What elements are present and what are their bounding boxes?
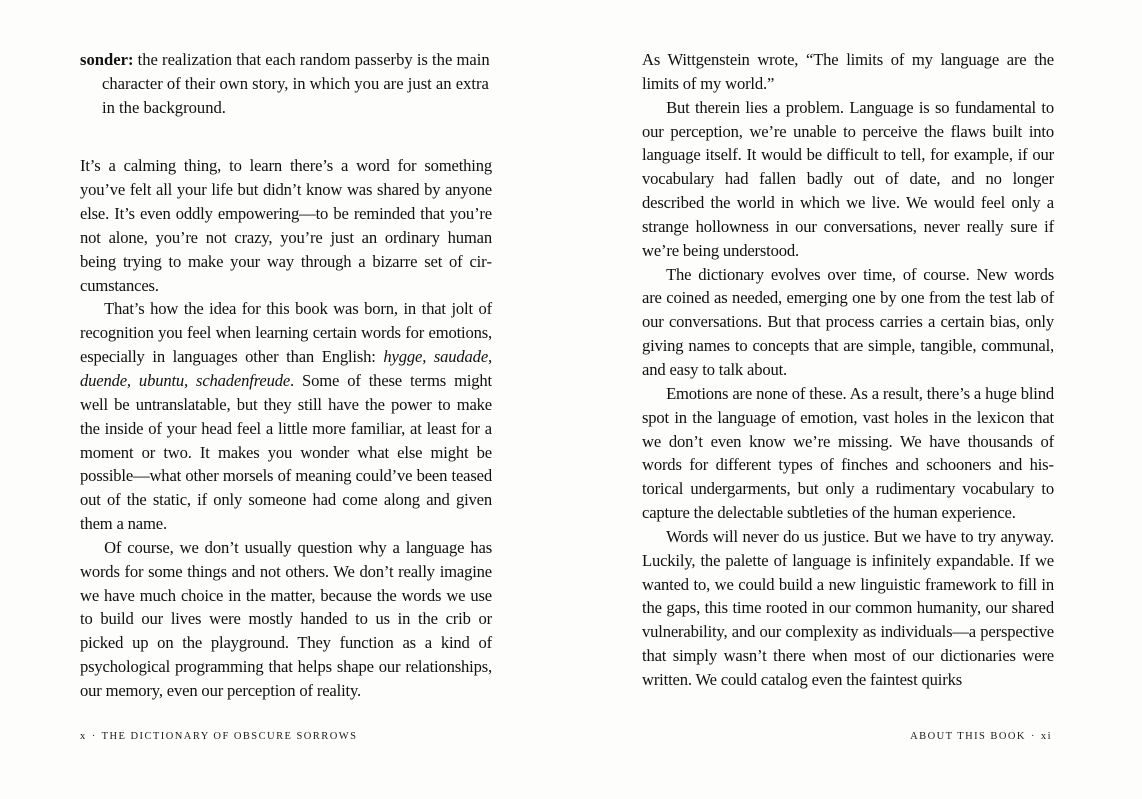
entry-term: sonder: (80, 50, 134, 69)
left-paragraph-2 (80, 297, 492, 535)
left-page-footer (80, 731, 357, 742)
right-folio-number: xi (1040, 731, 1052, 742)
right-paragraph-4: Emotions are none of these. As a result, there’s a huge blind spot in the language of emotion, vast holes in the lexicon that we don’t even know we’re missing. We have thousands of words for different types of finches and schooners and historical undergarments, but only a rudimentary vocabulary to capture the delectable subtleties of the human experience. (642, 383, 1054, 523)
right-paragraph-3: The dictionary evolves over time, of course. New words are coined as needed, emerging one by one from the test lab of our conversations. But that process carries a certain bias, only giving names to concepts that are simple, tangible, communal, and easy to talk about. (642, 264, 1054, 379)
right-page-footer (910, 731, 1052, 742)
left-running-head: THE DICTIONARY OF OBSCURE SORROWS (101, 731, 358, 742)
right-paragraph-1: As Wittgenstein wrote, “The limits of my language are the limits of my world.” (642, 50, 1054, 93)
right-page-column (642, 48, 1054, 693)
right-paragraph-2: But therein lies a problem. Language is so fundamental to our perception, we’re unable to perceive the flaws built into language itself. It would be difficult to tell, for example, if our vocabulary had fallen badly out of date, and no longer described the world in which we live. We would feel only a strange hollowness in our conversations, never really sure if we’re being understood. (642, 97, 1054, 260)
left-page-column (80, 48, 492, 700)
dictionary-entry-sonder (80, 48, 492, 120)
foreign-words-italic: hygge, saudade, duende, ubuntu, schadenfreude (80, 347, 492, 390)
right-running-head: ABOUT THIS BOOK (910, 731, 1026, 742)
entry-spacer (80, 143, 492, 154)
text-columns (0, 48, 1142, 700)
left-footer-separator: · (91, 731, 97, 742)
left-paragraph-3: Of course, we don’t usually question why a language has words for some things and not others. We don’t really imagine we have much choice in the matter, because the words we use to build our lives were mostly handed to us in the crib or picked up on the playground. They function as a kind of psychological programming that helps shape our relationships, our memory, even our perception of reality. (80, 537, 492, 700)
left-folio-number: x (80, 731, 87, 742)
entry-definition: the realization that each random passerby is the main character of their own story, in which you are just an extra in the background. (102, 50, 490, 117)
right-footer-separator: · (1030, 731, 1036, 742)
page-footers (0, 731, 1142, 751)
left-paragraph-1: It’s a calming thing, to learn there’s a word for something you’ve felt all your life but didn’t know was shared by anyone else. It’s even oddly empowering—to be reminded that you’re not alone, you’re not crazy, you’re just an ordinary human being trying to make your way through a bizarre set of circumstances. (80, 156, 492, 295)
paragraph-text-before-italics: That’s how the idea for this book was born, in that jolt of recognition you feel when learning certain words for emotions, especially in languages other than English: (80, 299, 492, 367)
paragraph-text-after-italics: . Some of these terms might well be untranslatable, but they still have the power to make the inside of your head feel a little more familiar, at least for a moment or two. It makes you wonder what else might be possible—what other morsels of meaning could’ve been teased out of the static, if only someone had come along and given them a name. (80, 370, 492, 534)
right-paragraph-5: Words will never do us justice. But we have to try anyway. Luckily, the palette of language is infinitely expandable. If we wanted to, we could build a new linguistic framework to fill in the gaps, this time rooted in our common humanity, our shared vulnerability, and our complexity as individuals—a perspective that simply wasn’t there when most of our dictionaries were written. We could catalog even the faintest quirks (642, 526, 1054, 689)
